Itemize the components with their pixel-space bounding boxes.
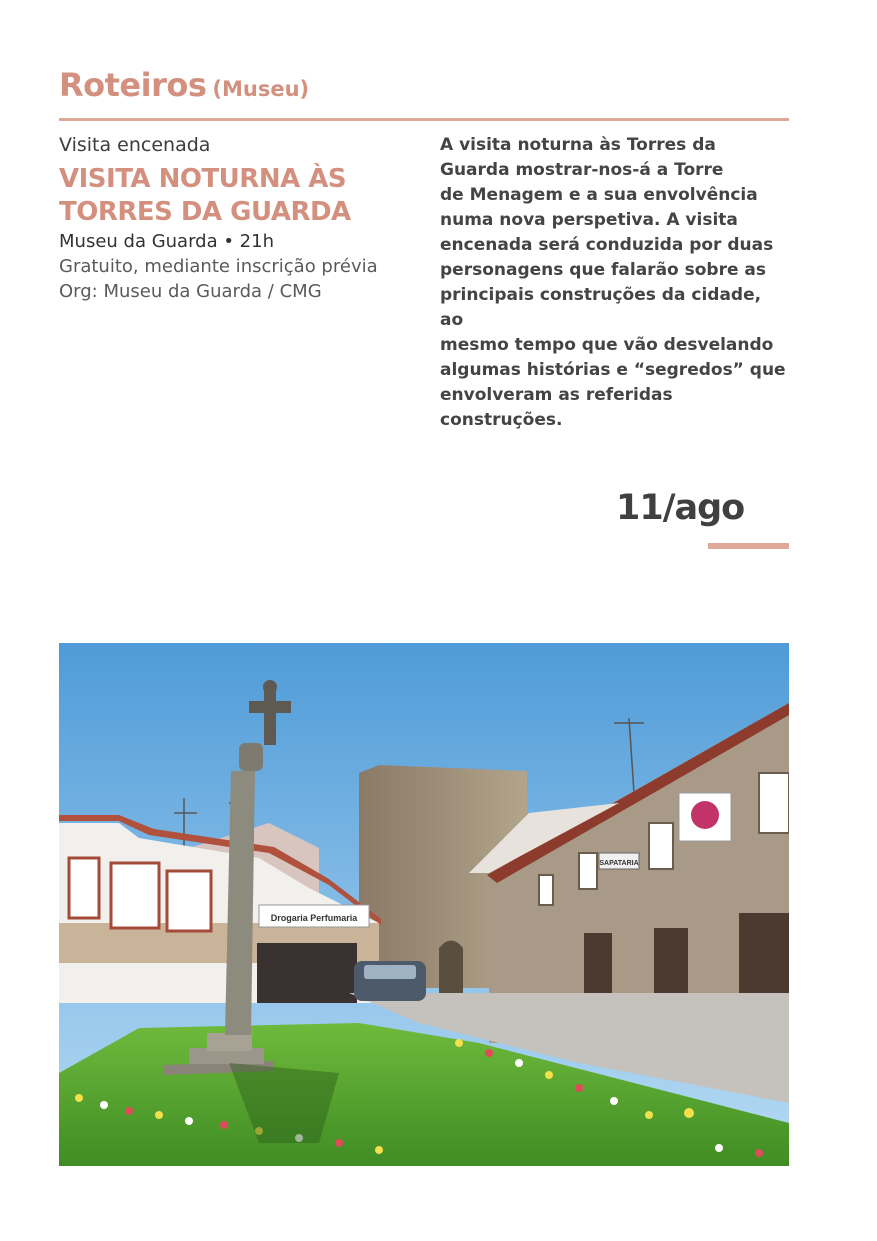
- description-line: A visita noturna às Torres da: [440, 135, 716, 155]
- description-line: numa nova perspetiva. A visita: [440, 210, 738, 230]
- event-title-line: VISITA NOTURNA ÀS: [59, 164, 347, 194]
- description-line: Guarda mostrar-nos-á a Torre: [440, 160, 724, 180]
- page-title: [59, 66, 309, 104]
- shop-sign: Drogaria Perfumaria: [270, 913, 358, 923]
- event-title-line: TORRES DA GUARDA: [59, 197, 351, 227]
- store-logo: [691, 801, 719, 829]
- description-line: encenada será conduzida por duas: [440, 235, 774, 255]
- tower-door: [439, 941, 463, 994]
- description-line: de Menagem e a sua envolvência: [440, 185, 758, 205]
- event-info: [59, 133, 419, 304]
- street-photo: [59, 643, 789, 1166]
- description-line: algumas histórias e “segredos” que: [440, 360, 786, 380]
- car-window: [364, 965, 416, 979]
- date-underline: [708, 543, 789, 549]
- street-sign: SAPATARIA: [599, 860, 639, 867]
- shop-window: [257, 943, 357, 1003]
- section-subtitle: (Museu): [212, 77, 310, 101]
- event-price: Gratuito, mediante inscrição prévia: [59, 256, 378, 277]
- event-description: [440, 133, 790, 433]
- event-category: Visita encenada: [59, 134, 211, 156]
- section-title: Roteiros: [59, 66, 207, 104]
- event-date: 11/ago: [616, 488, 745, 528]
- event-organizer: Org: Museu da Guarda / CMG: [59, 281, 322, 302]
- description-line: principais construções da cidade, ao: [440, 285, 762, 330]
- description-line: personagens que falarão sobre as: [440, 260, 767, 280]
- description-line: mesmo tempo que vão desvelando: [440, 335, 774, 355]
- description-line: envolveram as referidas construções.: [440, 385, 673, 430]
- header-divider: [59, 118, 789, 121]
- event-venue-time: Museu da Guarda • 21h: [59, 231, 274, 252]
- event-title: [59, 163, 419, 229]
